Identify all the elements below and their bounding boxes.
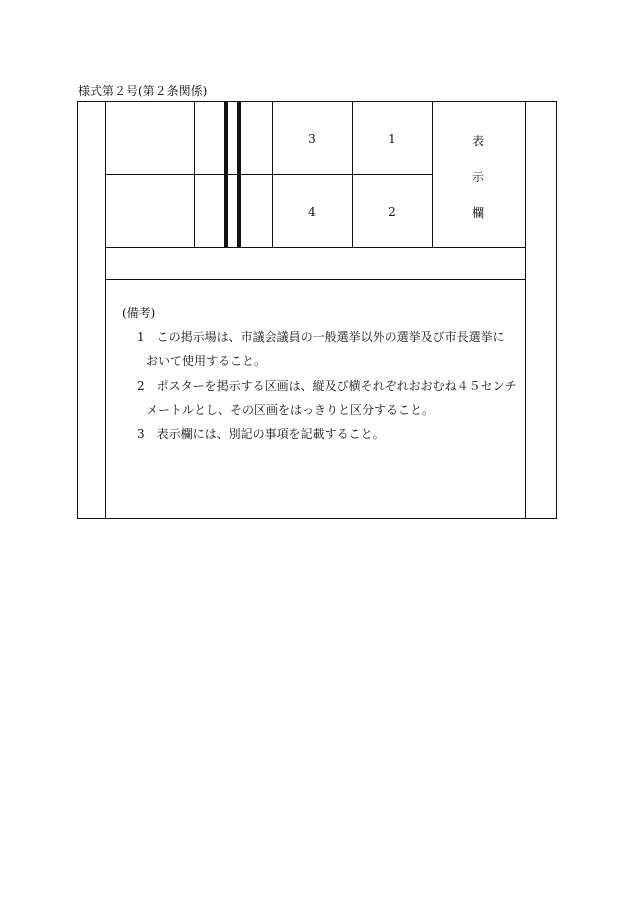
frame-right xyxy=(556,101,557,519)
frame-bottom xyxy=(77,518,556,519)
grid-row-divider xyxy=(105,174,432,175)
display-column-char-3: 欄 xyxy=(471,206,484,220)
band-bottom xyxy=(105,279,525,280)
note-item-3-line-1: 3 表示欄には、別記の事項を記載すること。 xyxy=(137,427,385,441)
frame-top xyxy=(77,101,556,102)
inner-right-border xyxy=(525,101,526,519)
double-divider-left xyxy=(224,101,228,247)
grid-col-5 xyxy=(432,101,433,247)
display-column-char-2: 示 xyxy=(471,170,484,184)
notes-heading: (備考) xyxy=(122,306,156,320)
form-title: 様式第２号(第２条関係) xyxy=(78,84,208,98)
note-item-2-line-2: メートルとし、その区画をはっきりと区分すること。 xyxy=(146,403,435,417)
display-column-char-1: 表 xyxy=(471,134,484,148)
cell-number-2: 2 xyxy=(388,205,396,219)
grid-col-1 xyxy=(194,101,195,247)
grid-col-4 xyxy=(352,101,353,247)
inner-left-border xyxy=(105,101,106,519)
double-divider-right xyxy=(237,101,241,247)
cell-number-3: 3 xyxy=(308,132,316,146)
grid-bottom xyxy=(105,247,525,248)
note-item-1-line-2: おいて使用すること。 xyxy=(146,354,267,368)
cell-number-4: 4 xyxy=(308,205,316,219)
grid-col-3 xyxy=(272,101,273,247)
note-item-2-line-1: 2 ポスターを掲示する区画は、縦及び横それぞれおおむね４５センチ xyxy=(137,379,517,393)
frame-left xyxy=(77,101,78,519)
note-item-1-line-1: 1 この掲示場は、市議会議員の一般選挙以外の選挙及び市長選挙に xyxy=(137,330,505,344)
cell-number-1: 1 xyxy=(388,132,396,146)
